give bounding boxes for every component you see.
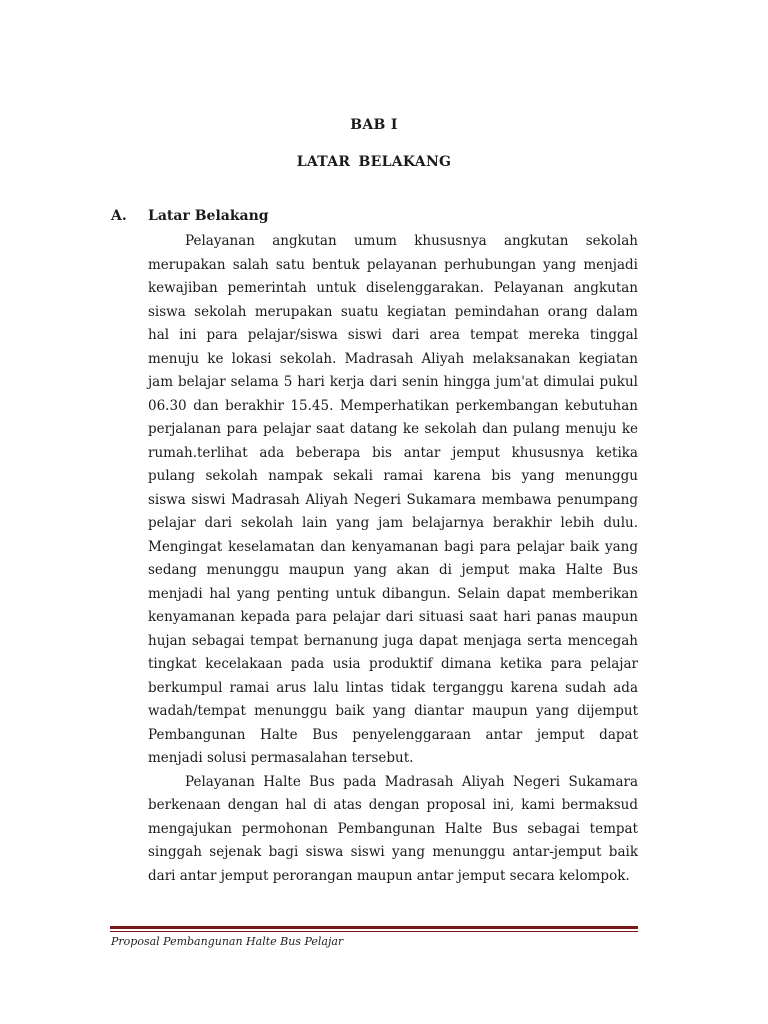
paragraph-line: tingkat kecelakaan pada usia produktif dimana ketika para pelajar (148, 656, 638, 672)
paragraph-line: mengajukan permohonan Pembangunan Halte Bus sebagai tempat (148, 820, 638, 837)
paragraph-line: hal ini para pelajar/siswa siswi dari area tempat mereka tinggal (148, 327, 638, 343)
paragraph-line: berkenaan dengan hal di atas dengan proposal ini, kami bermaksud (148, 797, 638, 813)
paragraph-line: jam belajar selama 5 hari kerja dari senin hingga jum'at dimulai pukul (148, 374, 638, 390)
body-text (148, 230, 638, 888)
paragraph-line: sedang menunggu maupun yang akan di jemput maka Halte Bus (148, 562, 638, 578)
paragraph-line: wadah/tempat menunggu baik yang diantar maupun yang dijemput (148, 703, 638, 719)
paragraph-line: menuju ke lokasi sekolah. Madrasah Aliyah melaksanakan kegiatan (148, 350, 638, 367)
paragraph-line: perjalanan para pelajar saat datang ke sekolah dan pulang menuju ke (148, 421, 638, 437)
paragraph-line: 06.30 dan berakhir 15.45. Memperhatikan perkembangan kebutuhan (148, 397, 638, 414)
paragraph-line: rumah.terlihat ada beberapa bis antar jemput khususnya ketika (148, 444, 638, 461)
chapter-title: BAB I (350, 117, 398, 133)
paragraph-line: menjadi hal yang penting untuk dibangun. Selain dapat memberikan (148, 585, 638, 602)
paragraph-line: Pelayanan angkutan umum khususnya angkutan sekolah (185, 233, 638, 249)
paragraph-line: Pelayanan Halte Bus pada Madrasah Aliyah Negeri Sukamara (185, 773, 638, 790)
paragraph-line: kenyamanan kepada para pelajar dari situasi saat hari panas maupun (148, 609, 638, 625)
paragraph-line: merupakan salah satu bentuk pelayanan perhubungan yang menjadi (148, 256, 638, 273)
paragraph-line: pelajar dari sekolah lain yang jam belajarnya berakhir lebih dulu. (148, 515, 638, 531)
section-title: Latar Belakang (148, 208, 269, 224)
paragraph-line: Pembangunan Halte Bus penyelenggaraan antar jemput dapat (148, 726, 638, 743)
footer-rule-thick (110, 926, 638, 929)
chapter-heading: LATAR BELAKANG (296, 154, 452, 170)
paragraph-line: dari antar jemput perorangan maupun antar jemput secara kelompok. (148, 867, 630, 884)
footer-rule-thin (110, 931, 638, 932)
footer-text: Proposal Pembangunan Halte Bus Pelajar (111, 935, 344, 948)
paragraph-line: singgah sejenak bagi siswa siswi yang menunggu antar-jemput baik (148, 844, 638, 860)
paragraph-line: kewajiban pemerintah untuk diselenggarakan. Pelayanan angkutan (148, 280, 638, 296)
section-letter: A. (111, 208, 127, 224)
paragraph-line: berkumpul ramai arus lalu lintas tidak terganggu karena sudah ada (148, 679, 638, 696)
paragraph-line: hujan sebagai tempat bernanung juga dapat menjaga serta mencegah (148, 632, 638, 649)
paragraph-line: siswa sekolah merupakan suatu kegiatan pemindahan orang dalam (148, 303, 638, 320)
paragraph-line: Mengingat keselamatan dan kenyamanan bagi para pelajar baik yang (148, 538, 638, 555)
paragraph-line: pulang sekolah nampak sekali ramai karena bis yang menunggu (148, 468, 638, 484)
paragraph-line: menjadi solusi permasalahan tersebut. (148, 750, 414, 766)
paragraph-line: siswa siswi Madrasah Aliyah Negeri Sukamara membawa penumpang (148, 491, 638, 508)
